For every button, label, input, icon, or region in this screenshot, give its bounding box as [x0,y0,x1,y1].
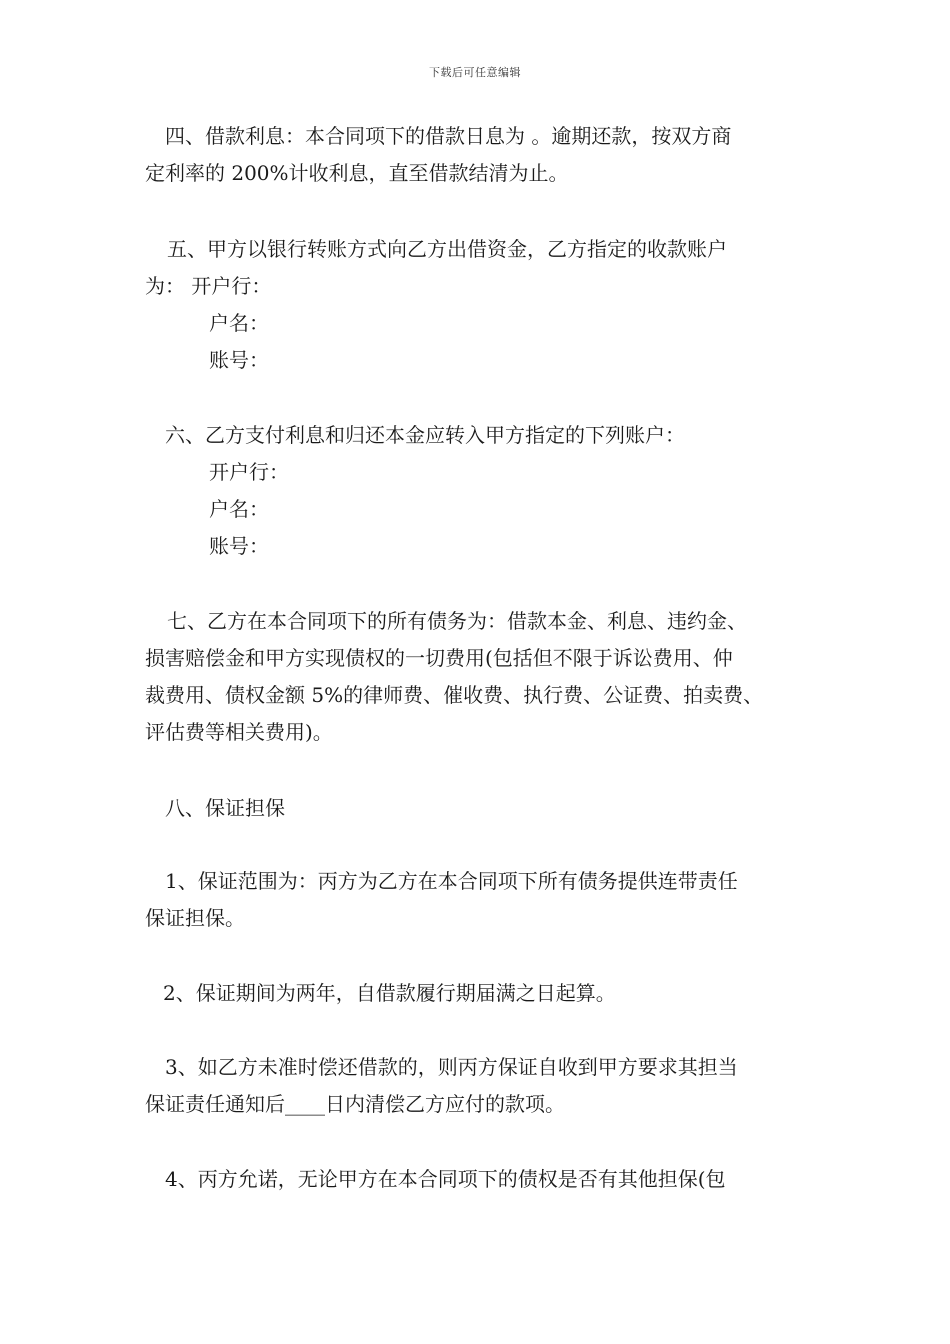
clause-7-line-3: 裁费用、债权金额 5%的律师费、催收费、执行费、公证费、拍卖费、 [145,683,764,707]
clause-4-line-1: 四、借款利息：本合同项下的借款日息为 。逾期还款，按双方商 [165,124,732,148]
clause-8-2-line-1: 2、保证期间为两年，自借款履行期届满之日起算。 [163,981,616,1005]
clause-8-4-line-1: 4、丙方允诺，无论甲方在本合同项下的债权是否有其他担保(包 [165,1167,726,1191]
clause-7-line-1: 七、乙方在本合同项下的所有债务为：借款本金、利息、违约金、 [167,609,747,633]
clause-6-bank: 开户行： [209,460,289,484]
clause-8-heading: 八、保证担保 [165,796,285,820]
clause-5-line-2: 为： 开户行： [145,274,272,298]
clause-6-account-number: 账号： [209,534,269,558]
clause-5-account-name: 户名： [209,311,269,335]
clause-6-account-name: 户名： [209,497,269,521]
clause-7-line-2: 损害赔偿金和甲方实现债权的一切费用(包括但不限于诉讼费用、仲 [145,646,733,670]
clause-8-3-line-1: 3、如乙方未准时偿还借款的，则丙方保证自收到甲方要求其担当 [165,1055,738,1079]
clause-7-line-4: 评估费等相关费用)。 [145,720,333,744]
page-header: 下载后可任意编辑 [429,66,521,79]
clause-5-account-number: 账号： [209,348,269,372]
clause-8-1-line-1: 1、保证范围为：丙方为乙方在本合同项下所有债务提供连带责任 [165,869,738,893]
clause-6-line-1: 六、乙方支付利息和归还本金应转入甲方指定的下列账户： [165,423,685,447]
clause-8-3-line-2: 保证责任通知后____日内清偿乙方应付的款项。 [145,1092,565,1116]
clause-4-line-2: 定利率的 200%计收利息，直至借款结清为止。 [145,161,569,185]
clause-5-line-1: 五、甲方以银行转账方式向乙方出借资金，乙方指定的收款账户 [167,237,727,261]
clause-8-1-line-2: 保证担保。 [145,906,245,930]
